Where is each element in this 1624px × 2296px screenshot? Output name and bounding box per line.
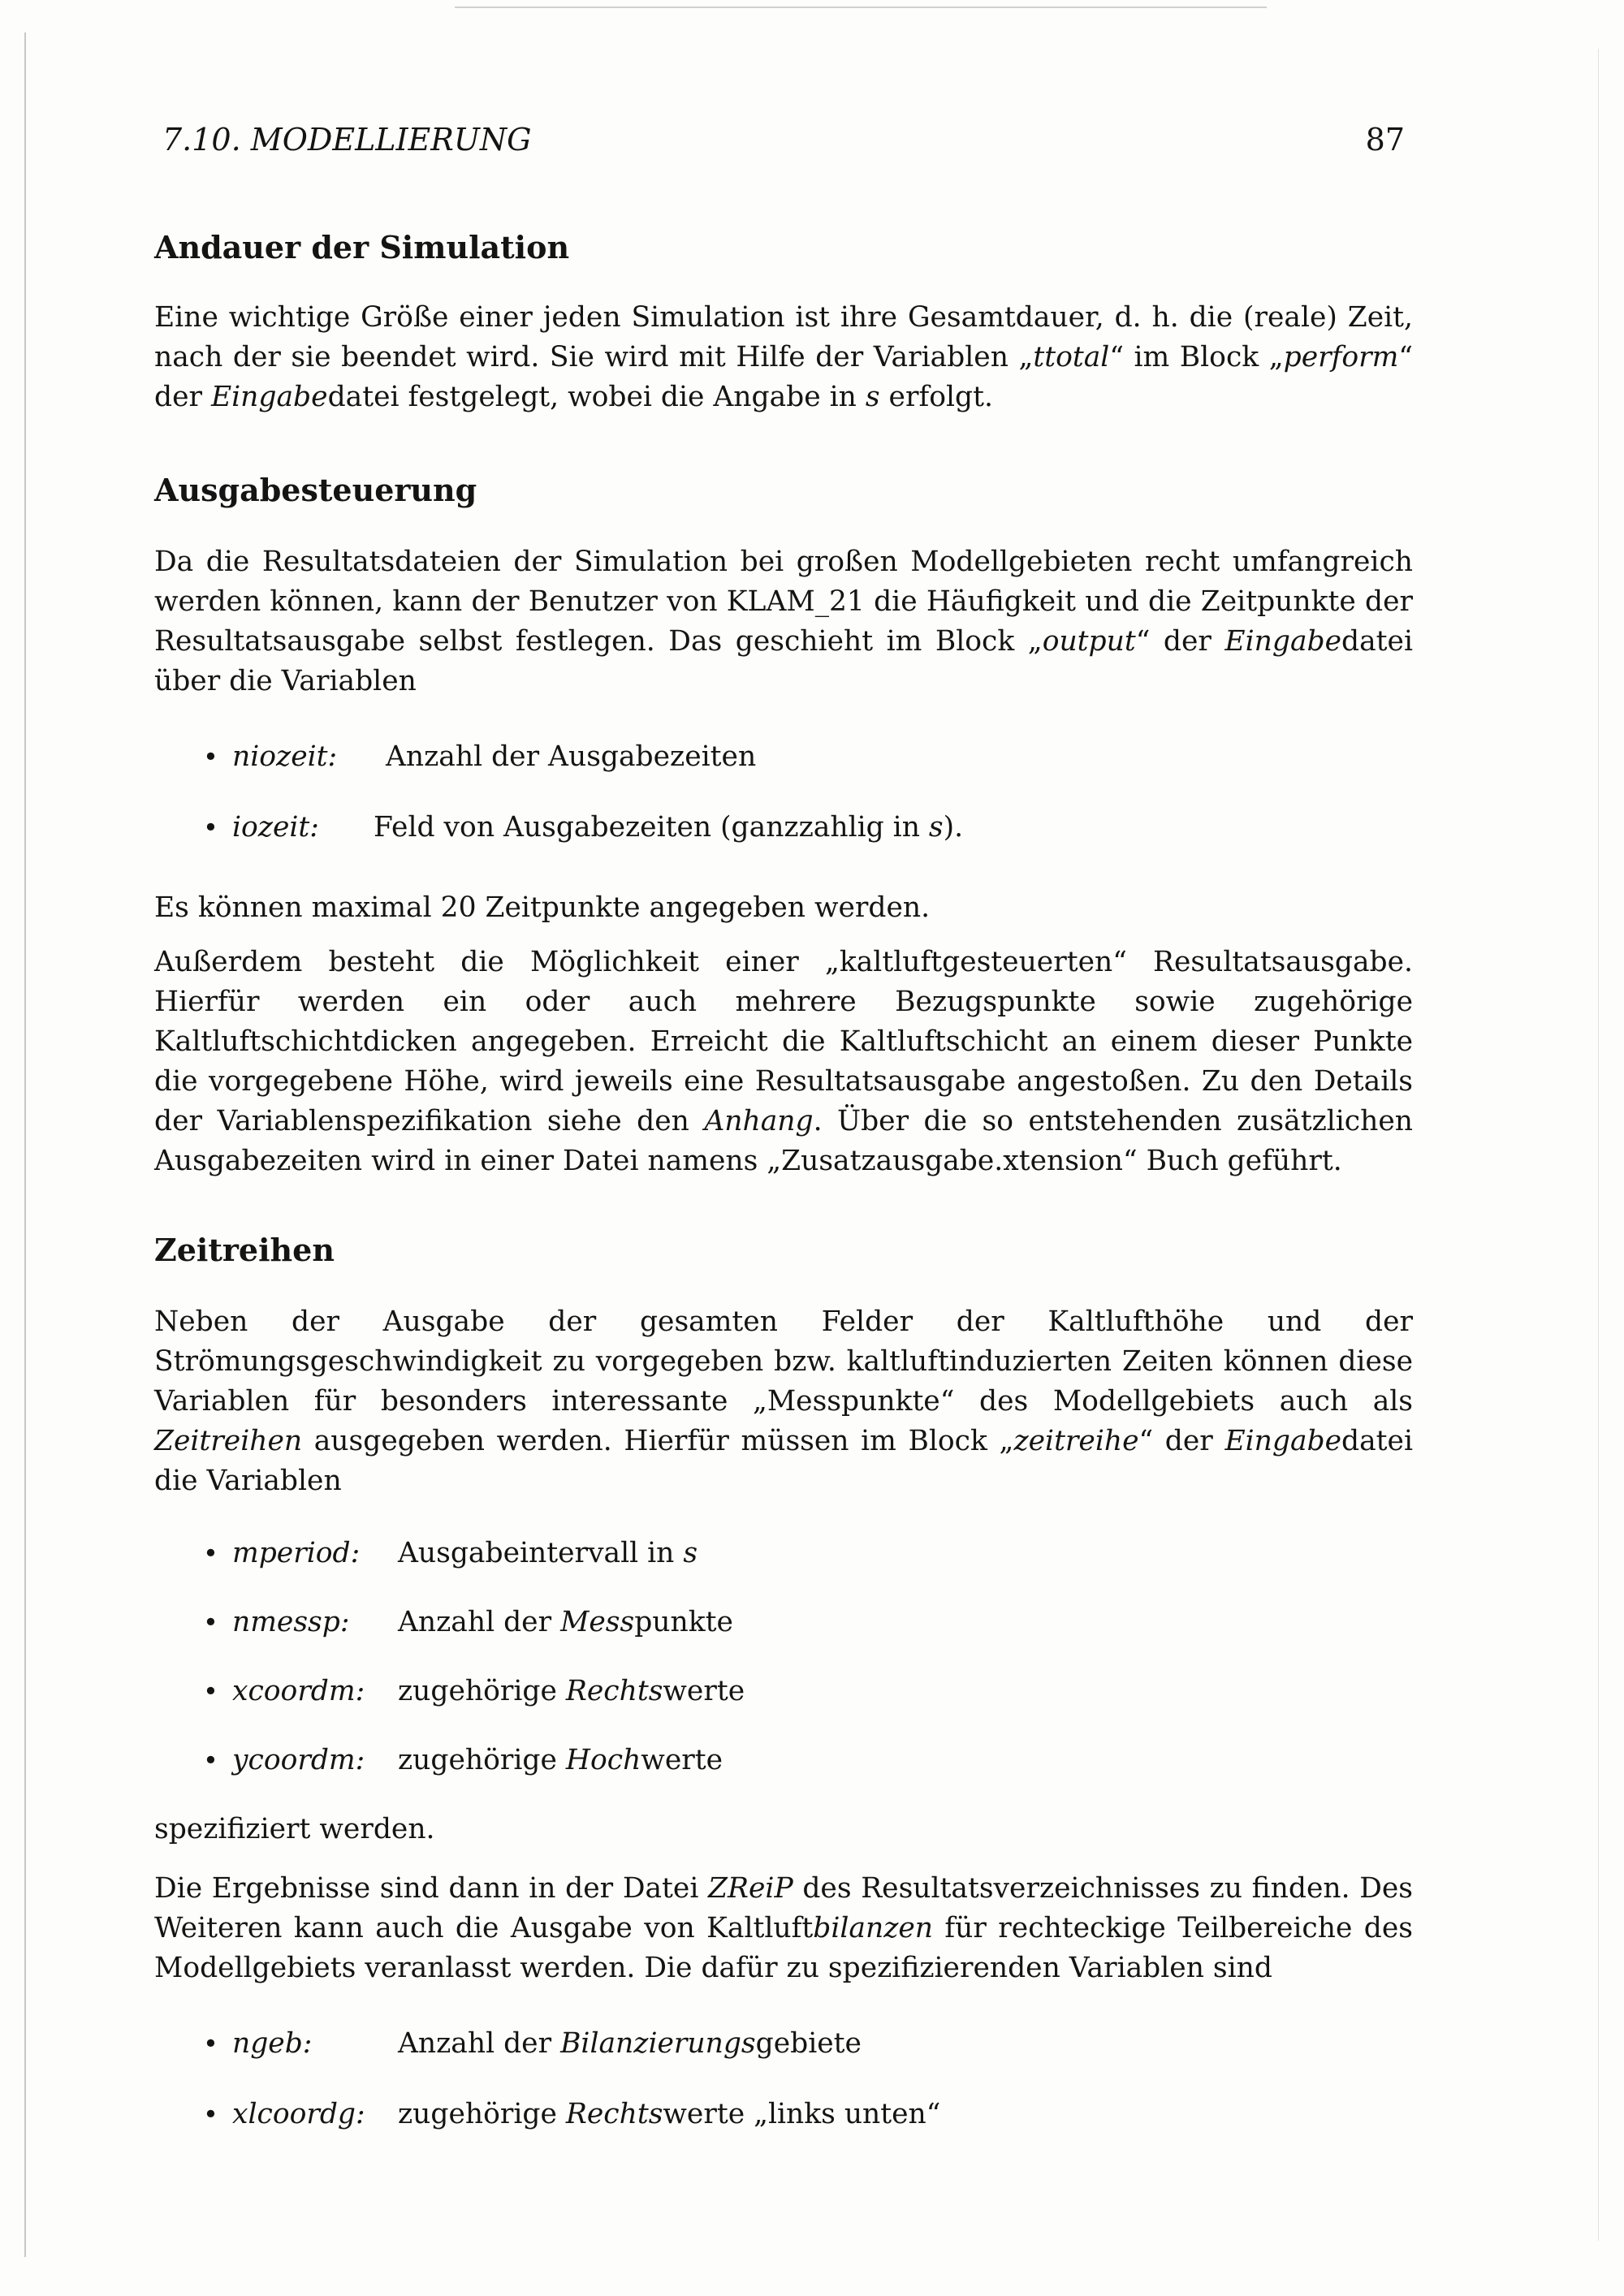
variable-description: zugehörige Rechtswerte <box>398 1675 745 1707</box>
variable-name: xlcoordg: <box>232 2098 365 2130</box>
variable-description: Ausgabeintervall in s <box>398 1537 698 1569</box>
page-number: 87 <box>1365 122 1405 158</box>
variable-description: Anzahl der Bilanzierungsgebiete <box>398 2027 862 2060</box>
running-header <box>154 122 1413 170</box>
paragraph-zeitreihen-1: Neben der Ausgabe der gesamten Felder der Kaltlufthöhe und der Strömungsgeschwindigkeit zu vorgegeben bzw. kaltluftinduzierten Zeiten können diese Variablen für besonders interessante „Messpunkte“ des Modellgebiets auch als Zeitreihen ausgegeben werden. Hierfür müssen im Block „zeitreihe“ der Eingabedatei die Variablen <box>154 1306 1413 1497</box>
paragraph-zeitreihen-2: spezifiziert werden. <box>154 1813 435 1845</box>
variable-list-output <box>203 737 1413 848</box>
section-number: 7.10. <box>162 122 241 158</box>
heading-ausgabesteuerung: Ausgabesteuerung <box>154 472 477 508</box>
scan-edge-top <box>455 6 1267 8</box>
variable-name: nmessp: <box>232 1606 350 1638</box>
chapter-title: MODELLIERUNG <box>250 122 532 158</box>
variable-list-zeitreihe <box>203 1534 1413 1780</box>
variable-description: Anzahl der Messpunkte <box>398 1606 733 1638</box>
bullet-icon: • <box>203 1538 218 1569</box>
bullet-icon: • <box>203 2099 218 2130</box>
paragraph-ausgabesteuerung-1: Da die Resultatsdateien der Simulation bei großen Modellgebieten recht umfangreich werden können, kann der Benutzer von KLAM_21 die Häufigkeit und die Zeitpunkte der Resultatsausgabe selbst festlegen. Das geschieht im Block „output“ der Eingabedatei über die Variablen <box>154 546 1413 697</box>
list-item <box>203 2095 1413 2134</box>
bullet-icon: • <box>203 1607 218 1638</box>
list-item <box>203 737 1413 777</box>
variable-name: xcoordm: <box>232 1675 365 1707</box>
scan-edge-right <box>1598 49 1599 2241</box>
paragraph-zeitreihen-3: Die Ergebnisse sind dann in der Datei ZReiP des Resultatsverzeichnisses zu finden. Des Weiteren kann auch die Ausgabe von Kaltluftbilanzen für rechteckige Teilbereiche des Modellgebiets veranlasst werden. Die dafür zu spezifizierenden Variablen sind <box>154 1872 1414 1984</box>
variable-description: Feld von Ausgabezeiten (ganzzahlig in s). <box>374 811 964 844</box>
bullet-icon: • <box>203 812 218 843</box>
list-item <box>203 1672 1413 1711</box>
paragraph-ausgabesteuerung-3: Außerdem besteht die Möglichkeit einer „kaltluftgesteuerten“ Resultatsausgabe. Hierfür werden ein oder auch mehrere Bezugspunkte sowie zugehörige Kaltluftschichtdicken angegeben. Erreicht die Kaltluftschicht an einem dieser Punkte die vorgegebene Höhe, wird jeweils eine Resultatsausgabe angestoßen. Zu den Details der Variablenspezifikation siehe den Anhang. Über die so entstehenden zusätzlichen Ausgabezeiten wird in einer Datei namens „Zusatzausgabe.xtension“ Buch geführt. <box>154 946 1413 1177</box>
variable-description: Anzahl der Ausgabezeiten <box>386 740 757 773</box>
variable-list-bilanzen <box>203 2024 1413 2134</box>
list-item <box>203 1603 1413 1642</box>
variable-name: ycoordm: <box>232 1744 365 1776</box>
bullet-icon: • <box>203 1676 218 1707</box>
bullet-icon: • <box>203 741 218 772</box>
bullet-icon: • <box>203 1745 218 1776</box>
heading-zeitreihen: Zeitreihen <box>154 1232 335 1268</box>
paragraph-ausgabesteuerung-2: Es können maximal 20 Zeitpunkte angegeben werden. <box>154 891 931 924</box>
variable-name: niozeit: <box>232 740 338 773</box>
variable-name: iozeit: <box>232 811 319 844</box>
heading-andauer: Andauer der Simulation <box>154 229 570 265</box>
list-item <box>203 808 1413 848</box>
header-title <box>162 122 532 158</box>
variable-description: zugehörige Rechtswerte „links unten“ <box>398 2098 941 2130</box>
list-item <box>203 1534 1413 1573</box>
bullet-icon: • <box>203 2028 218 2059</box>
variable-description: zugehörige Hochwerte <box>398 1744 723 1776</box>
scan-edge-left <box>24 32 26 2257</box>
variable-name: mperiod: <box>232 1537 361 1569</box>
paragraph-andauer: Eine wichtige Größe einer jeden Simulation ist ihre Gesamtdauer, d. h. die (reale) Zeit, nach der sie beendet wird. Sie wird mit Hilfe der Variablen „ttotal“ im Block „perform“ der Eingabedatei festgelegt, wobei die Angabe in s erfolgt. <box>154 301 1413 413</box>
list-item <box>203 1741 1413 1780</box>
list-item <box>203 2024 1413 2064</box>
document-page <box>154 122 1413 2134</box>
variable-name: ngeb: <box>232 2027 313 2060</box>
